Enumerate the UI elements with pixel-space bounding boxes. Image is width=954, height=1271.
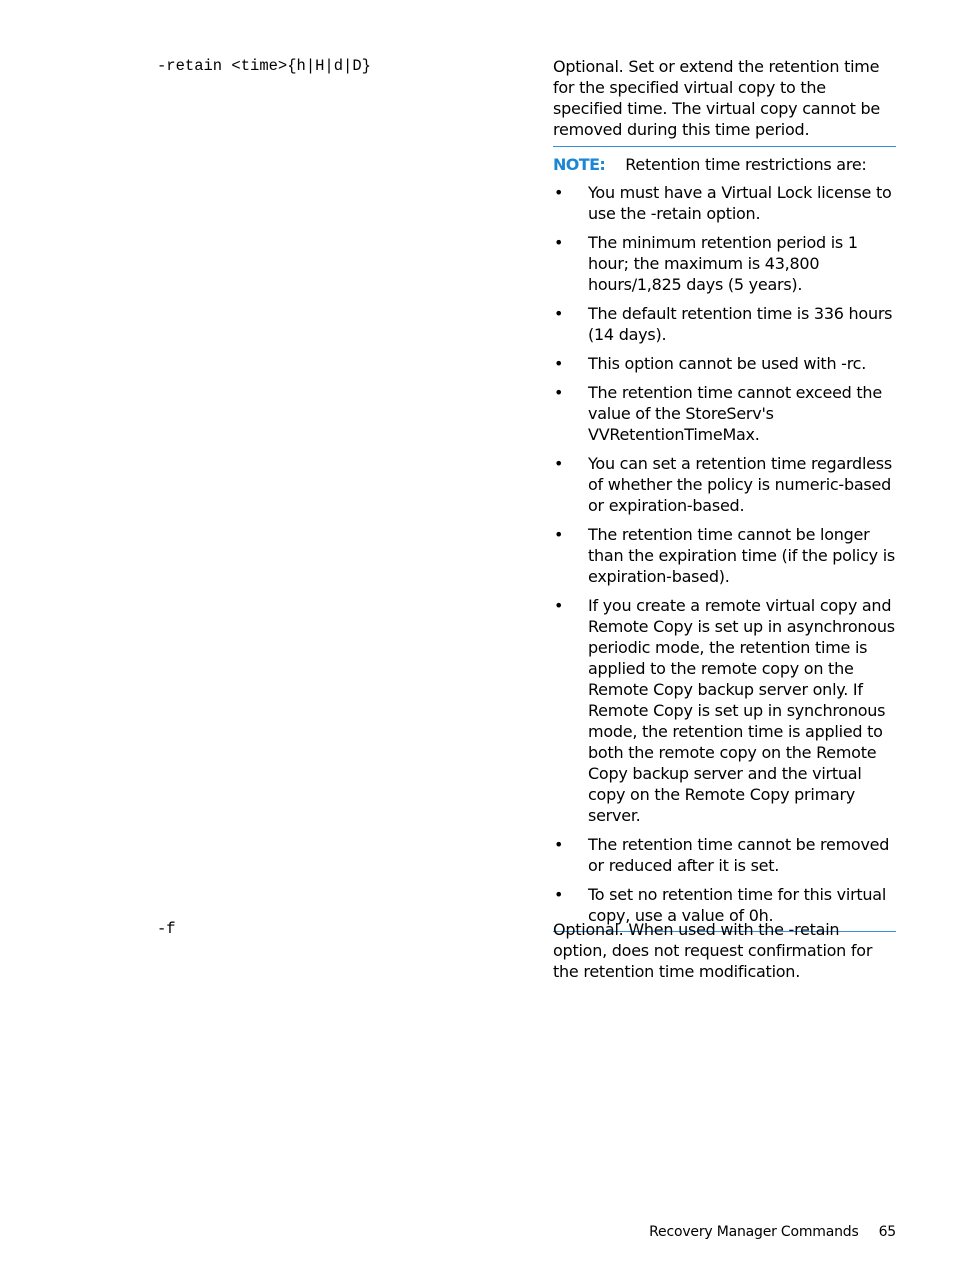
bullet-icon: •: [554, 383, 564, 402]
bullet-icon: •: [554, 525, 564, 544]
list-item: • The default retention time is 336 hours (14 days).: [554, 304, 893, 344]
option-description-f: [553, 919, 897, 982]
option-name-retain: -retain <time>{h|H|d|D}: [157, 57, 371, 75]
restriction-list: [553, 182, 896, 931]
option-name-f: -f: [157, 920, 176, 938]
list-item: • The retention time cannot be removed or reduced after it is set.: [554, 835, 890, 875]
bullet-icon: •: [554, 454, 564, 473]
page-footer: [649, 1222, 896, 1242]
bullet-icon: •: [554, 183, 564, 202]
bullet-icon: •: [554, 233, 564, 252]
list-item: • The minimum retention period is 1 hour; the maximum is 43,800 hours/1,825 days (5 years).: [554, 233, 858, 294]
note-intro-text: Retention time restrictions are:: [625, 155, 867, 174]
bullet-icon: •: [554, 354, 564, 373]
list-item: • To set no retention time for this virtual copy, use a value of 0h.: [554, 885, 887, 925]
list-item: • The retention time cannot be longer than the expiration time (if the policy is expiration-based).: [554, 525, 895, 586]
list-item: • You can set a retention time regardless of whether the policy is numeric-based or expiration-based.: [554, 454, 892, 515]
retain-description-text: Optional. Set or extend the retention time for the specified virtual copy to the specified time. The virtual copy cannot be removed during this time period.: [553, 57, 880, 139]
f-description-text: Optional. When used with the -retain option, does not request confirmation for the retention time modification.: [553, 920, 873, 981]
list-item: • If you create a remote virtual copy and Remote Copy is set up in asynchronous periodic mode, the retention time is applied to the remote copy on the Remote Copy backup server only. If Remote Copy is set up in synchronous mode, the retention time is applied to both the remote copy on the Remote Copy backup server and the virtual copy on the Remote Copy primary server.: [554, 596, 895, 825]
list-item: • This option cannot be used with -rc.: [554, 354, 867, 373]
footer-section-title: Recovery Manager Commands: [649, 1224, 859, 1240]
note-label: NOTE:: [553, 155, 606, 174]
bullet-icon: •: [554, 885, 564, 904]
option-description-retain: [553, 56, 897, 140]
note-heading: [553, 154, 896, 175]
bullet-icon: •: [554, 835, 564, 854]
note-box: [553, 146, 896, 932]
list-item: • You must have a Virtual Lock license to use the -retain option.: [554, 183, 892, 223]
bullet-icon: •: [554, 304, 564, 323]
list-item: • The retention time cannot exceed the value of the StoreServ's VVRetentionTimeMax.: [554, 383, 882, 444]
bullet-icon: •: [554, 596, 564, 615]
page-number: 65: [878, 1224, 896, 1240]
